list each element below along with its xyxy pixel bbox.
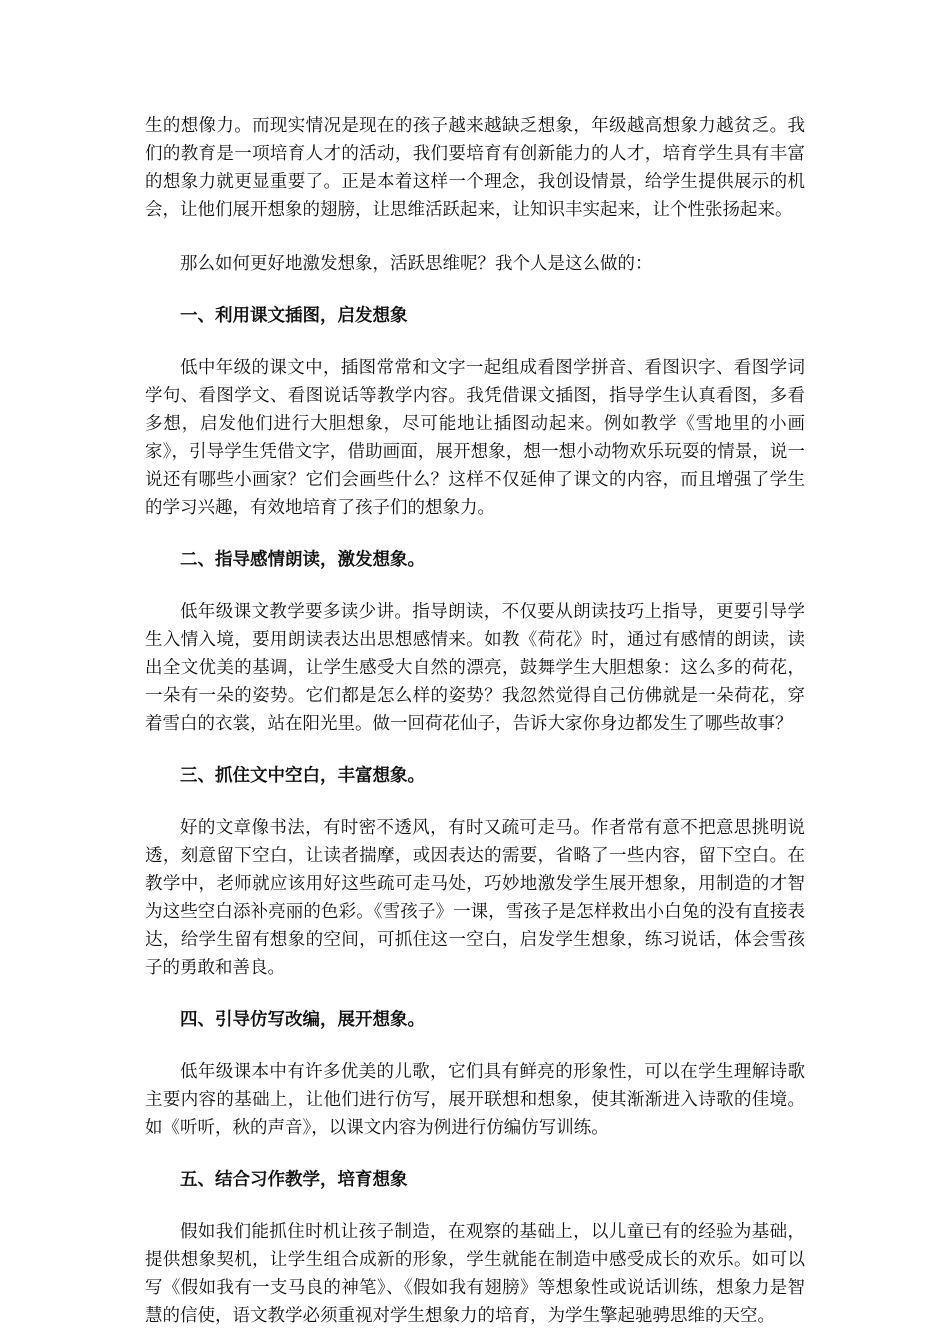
- paragraph-section-4: 低年级课本中有许多优美的儿歌，它们具有鲜亮的形象性，可以在学生理解诗歌主要内容的基础上，让他们进行仿写，展开联想和想象，使其渐渐进入诗歌的佳境。如《听听，秋的声音》，以课文内容为例进行仿编仿写训练。: [145, 1062, 805, 1138]
- paragraph-section-5: 假如我们能抓住时机让孩子制造，在观察的基础上，以儿童已有的经验为基础，提供想象契机，让学生组合成新的形象，学生就能在制造中感受成长的欢乐。如可以写《假如我有一支马良的神笔》、《假如我有翅膀》等想象性或说话训练，想象力是智慧的信使，语文教学必须重视对学生想象力的培育，为学生擎起驰骋思维的天空。: [145, 1222, 805, 1326]
- document-page: [145, 112, 805, 1330]
- heading-section-2: 二、指导感情朗读，激发想象。: [180, 550, 425, 570]
- heading-section-4: 四、引导仿写改编，展开想象。: [180, 1010, 425, 1030]
- paragraph-section-2: 低年级课文教学要多读少讲。指导朗读，不仅要从朗读技巧上指导，更要引导学生入情入境，要用朗读表达出思想感情来。如教《荷花》时，通过有感情的朗读，读出全文优美的基调，让学生感受大自然的漂亮，鼓舞学生大胆想象：这么多的荷花，一朵有一朵的姿势。它们都是怎么样的姿势？我忽然觉得自己仿佛就是一朵荷花，穿着雪白的衣裳，站在阳光里。做一回荷花仙子，告诉大家你身边都发生了哪些故事？: [145, 602, 805, 734]
- paragraph-section-3: 好的文章像书法，有时密不透风，有时又疏可走马。作者常有意不把意思挑明说透，刻意留下空白，让读者揣摩，或因表达的需要，省略了一些内容，留下空白。在教学中，老师就应该用好这些疏可走马处，巧妙地激发学生展开想象，用制造的才智为这些空白添补亮丽的色彩。《雪孩子》一课，雪孩子是怎样救出小白兔的没有直接表达，给学生留有想象的空间，可抓住这一空白，启发学生想象，练习说话，体会雪孩子的勇敢和善良。: [145, 818, 805, 978]
- heading-section-1: 一、利用课文插图，启发想象: [180, 306, 408, 326]
- paragraph-section-1: 低中年级的课文中，插图常常和文字一起组成看图学拼音、看图识字、看图学词学句、看图学文、看图说话等教学内容。我凭借课文插图，指导学生认真看图，多看多想，启发他们进行大胆想象，尽可能地让插图动起来。例如教学《雪地里的小画家》，引导学生凭借文字，借助画面，展开想象，想一想小动物欢乐玩耍的情景，说一说还有哪些小画家？它们会画些什么？这样不仅延伸了课文的内容，而且增强了学生的学习兴趣，有效地培育了孩子们的想象力。: [145, 358, 805, 518]
- heading-section-5: 五、结合习作教学，培育想象: [180, 1170, 408, 1190]
- paragraph-intro: 生的想像力。而现实情况是现在的孩子越来越缺乏想象，年级越高想象力越贫乏。我们的教育是一项培育人才的活动，我们要培育有创新能力的人才，培育学生具有丰富的想象力就更显重要了。正是本着这样一个理念，我创设情景，给学生提供展示的机会，让他们展开想象的翅膀，让思维活跃起来，让知识丰实起来，让个性张扬起来。: [145, 116, 805, 220]
- heading-section-3: 三、抓住文中空白，丰富想象。: [180, 766, 425, 786]
- paragraph-question: 那么如何更好地激发想象，活跃思维呢？我个人是这么做的：: [180, 254, 653, 274]
